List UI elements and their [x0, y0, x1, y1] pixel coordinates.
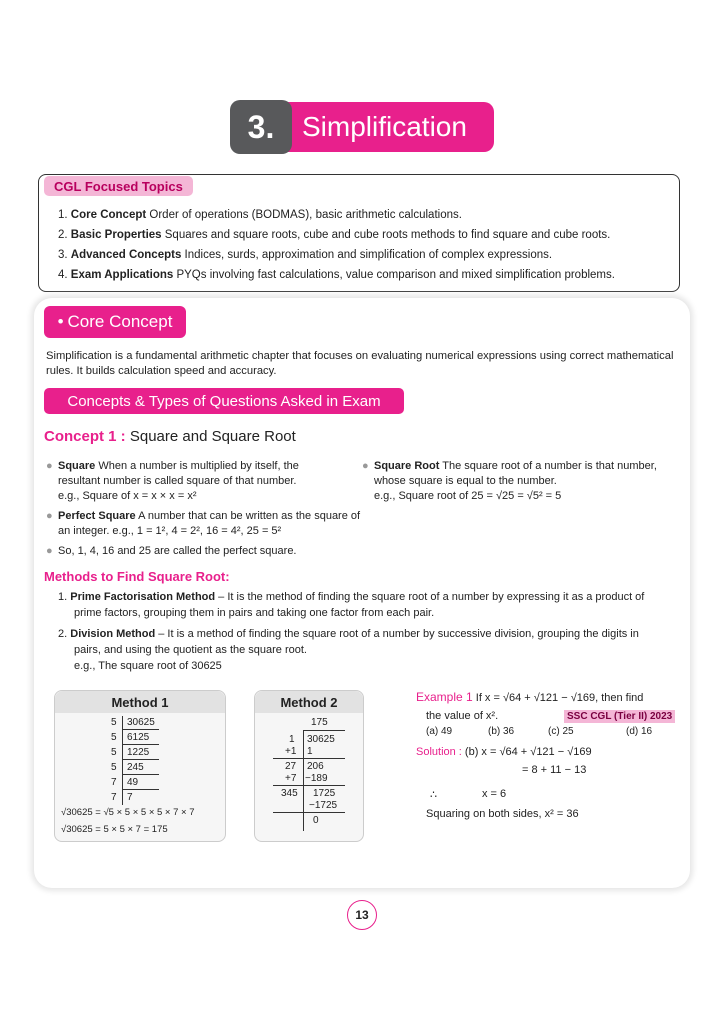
option-a: (a) 49: [426, 726, 453, 737]
m1-divider: [123, 789, 159, 790]
option-d: (d) 16: [626, 726, 653, 737]
m1-divisor: 5: [111, 732, 117, 743]
m2-right: 206: [307, 761, 324, 772]
solution-step-2: = 8 + 11 − 13: [522, 764, 587, 776]
m2-left: 345: [281, 788, 298, 799]
solution-step-3: x = 6: [482, 788, 507, 800]
method-1-box: [54, 690, 226, 842]
square-bullet: ● Square When a number is multiplied by itself, the resultant number is called square of that number. e.g., Square of x = x × x = x²: [46, 460, 299, 502]
example-question: If x = √64 + √121 − √169, then find: [472, 692, 644, 704]
method-prime-factorisation: 1. Prime Factorisation Method – It is the method of finding the square root of a number by expressing it as a product of prime factors, grouping them in pairs and taking one factor from each pair.: [58, 591, 645, 619]
bullet-dot-icon: ●: [362, 460, 369, 472]
m1-dividend: 49: [127, 777, 139, 788]
square-root-bullet: ● Square Root The square root of a number is that number, whose square is equal to the number. e.g., Square root of 25 = √25 = √5² = 5: [362, 460, 657, 502]
therefore-symbol: ∴: [430, 789, 437, 801]
so-bullet: ● So, 1, 4, 16 and 25 are called the perfect square.: [46, 545, 297, 557]
core-concept-tag: • Core Concept: [44, 306, 186, 338]
method-1-title: Method 1: [55, 691, 225, 713]
m2-divider: [303, 730, 345, 731]
chapter-number: 3.: [230, 100, 292, 154]
m1-dividend: 245: [127, 762, 144, 773]
cgl-topic-item: 2. Basic Properties Squares and square roots, cube and cube roots methods to find square and cube roots.: [58, 229, 611, 241]
m2-quotient: 175: [311, 717, 328, 728]
example-source-badge: SSC CGL (Tier II) 2023: [564, 710, 675, 723]
m2-right: 30625: [307, 734, 335, 745]
m2-right: 1725: [313, 788, 336, 799]
concept-1-heading: Concept 1 : Square and Square Root: [44, 428, 296, 445]
m1-divisor: 5: [111, 762, 117, 773]
m2-right: −189: [305, 773, 328, 784]
m1-dividend: 6125: [127, 732, 150, 743]
method-division: 2. Division Method – It is a method of finding the square root of a number by successive division, grouping the digits in pairs, and using the quotient as the square root. e.g., The square root of 30625: [58, 628, 639, 672]
m1-result-line-2: √30625 = 5 × 5 × 7 = 175: [61, 824, 168, 835]
method-2-box: [254, 690, 364, 842]
example-label: Example 1: [416, 690, 473, 704]
m2-right: −1725: [309, 800, 338, 811]
example-question-cont: the value of x².: [426, 710, 499, 722]
m1-divider: [123, 774, 159, 775]
example-1: [416, 690, 686, 820]
m2-left: +1: [285, 746, 297, 757]
m2-right: 0: [313, 815, 319, 826]
m1-dividend: 7: [127, 792, 133, 803]
m1-dividend: 30625: [127, 717, 155, 728]
methods-heading: Methods to Find Square Root:: [44, 569, 230, 584]
m2-left: +7: [285, 773, 297, 784]
m1-divider: [123, 744, 159, 745]
m2-divider: [303, 731, 304, 831]
chapter-title: Simplification: [302, 111, 467, 142]
m2-left: 1: [289, 734, 295, 745]
m2-left: 27: [285, 761, 297, 772]
solution-step-4: Squaring on both sides, x² = 36: [426, 808, 579, 820]
m1-divisor: 5: [111, 717, 117, 728]
cgl-topic-item: 1. Core Concept Order of operations (BODMAS), basic arithmetic calculations.: [58, 209, 462, 221]
page-number: 13: [347, 900, 377, 930]
bullet-dot-icon: ●: [46, 510, 53, 522]
m1-divisor: 7: [111, 792, 117, 803]
m1-divisor: 5: [111, 747, 117, 758]
m2-divider: [273, 785, 345, 786]
bullet-dot-icon: ●: [46, 545, 53, 557]
m1-dividend: 1225: [127, 747, 150, 758]
solution-step-1: (b) x = √64 + √121 − √169: [461, 746, 592, 758]
solution-label: Solution :: [416, 746, 462, 758]
concepts-types-tag: Concepts & Types of Questions Asked in Exam: [44, 388, 404, 414]
core-intro-text: Simplification is a fundamental arithmetic chapter that focuses on evaluating numerical expressions using correct mathematical rules. It builds calculation speed and accuracy.: [46, 350, 674, 377]
bullet-dot-icon: ●: [46, 460, 53, 472]
m1-result-line-1: √30625 = √5 × 5 × 5 × 5 × 7 × 7: [61, 807, 195, 818]
cgl-topic-item: 4. Exam Applications PYQs involving fast calculations, value comparison and mixed simplification problems.: [58, 269, 615, 281]
chapter-header: [230, 100, 496, 154]
cgl-topic-item: 3. Advanced Concepts Indices, surds, approximation and simplification of complex expressions.: [58, 249, 553, 261]
perfect-square-bullet: ● Perfect Square A number that can be written as the square of an integer. e.g., 1 = 1², 4 = 2², 16 = 4², 25 = 5²: [46, 510, 361, 537]
m1-divisor: 7: [111, 777, 117, 788]
method-2-title: Method 2: [255, 691, 363, 713]
m2-right: 1: [307, 746, 313, 757]
option-c: (c) 25: [548, 726, 574, 737]
m1-divider: [123, 759, 159, 760]
cgl-topics-list: [58, 205, 678, 285]
bullet-dot-icon: •: [57, 312, 64, 331]
cgl-topics-tag: CGL Focused Topics: [44, 176, 193, 196]
option-b: (b) 36: [488, 726, 515, 737]
m2-divider: [273, 812, 345, 813]
m1-divider: [123, 729, 159, 730]
m2-divider: [273, 758, 345, 759]
